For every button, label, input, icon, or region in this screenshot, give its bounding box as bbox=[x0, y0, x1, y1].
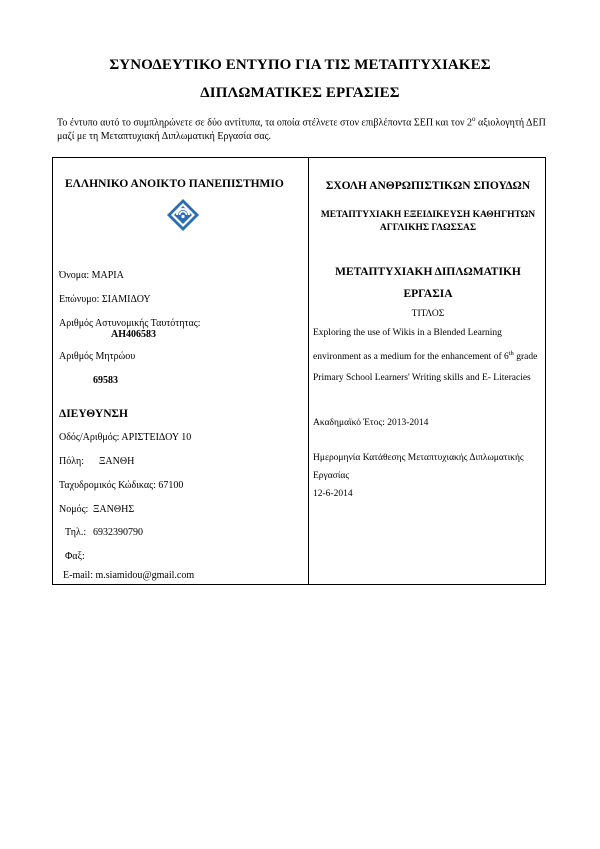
fax-label: Φαξ: bbox=[65, 551, 85, 562]
eap-logo-icon bbox=[166, 198, 200, 232]
surname-field: Επώνυμο: ΣΙΑΜΙΔΟΥ bbox=[59, 294, 151, 305]
intro-text bbox=[57, 112, 547, 144]
city-label: Πόλη: bbox=[59, 456, 84, 467]
postal-code-field: Ταχυδρομικός Κώδικας: 67100 bbox=[59, 480, 184, 491]
prefecture-value: ΞΑΝΘΗΣ bbox=[93, 504, 135, 515]
street-field: Οδός/Αριθμός: ΑΡΙΣΤΕΙΔΟΥ 10 bbox=[59, 432, 192, 443]
thesis-title-line2-text: environment as a medium for the enhancement of 6 bbox=[313, 352, 509, 363]
registry-label: Αριθμός Μητρώου bbox=[59, 351, 136, 362]
school-name: ΣΧΟΛΗ ΑΝΘΡΩΠΙΣΤΙΚΩΝ ΣΠΟΥΔΩΝ bbox=[325, 180, 531, 192]
thesis-title-line2-end: grade bbox=[513, 352, 538, 363]
document-title-line2: ΔΙΠΛΩΜΑΤΙΚΕΣ ΕΡΓΑΣΙΕΣ bbox=[200, 85, 400, 101]
intro-text-part1: Το έντυπο αυτό το συμπληρώνετε σε δύο αντίτυπα, τα οποία στέλνετε στον επιβλέποντα ΣΕΠ και τον 2 bbox=[57, 117, 472, 129]
registry-value: 69583 bbox=[93, 375, 118, 386]
university-name: ΕΛΛΗΝΙΚΟ ΑΝΟΙΚΤΟ ΠΑΝΕΠΙΣΤΗΜΙΟ bbox=[65, 178, 284, 190]
column-divider bbox=[308, 158, 309, 584]
prefecture-label: Νομός: bbox=[59, 504, 89, 515]
thesis-title-line3: Primary School Learners' Writing skills and E- Literacies bbox=[313, 373, 531, 383]
thesis-heading-line1: ΜΕΤΑΠΤΥΧΙΑΚΗ ΔΙΠΛΩΜΑΤΙΚΗ bbox=[335, 266, 521, 278]
document-title-line1: ΣΥΝΟΔΕΥΤΙΚΟ ΕΝΤΥΠΟ ΓΙΑ ΤΙΣ ΜΕΤΑΠΤΥΧΙΑΚΕΣ bbox=[109, 57, 491, 73]
program-line2: ΑΓΓΛΙΚΗΣ ΓΛΩΣΣΑΣ bbox=[379, 223, 477, 233]
academic-year: Ακαδημαϊκό Έτος: 2013-2014 bbox=[313, 418, 429, 428]
form-table bbox=[52, 157, 546, 585]
submission-label-line2: Εργασίας bbox=[313, 471, 350, 481]
intro-text-part2: αξιολογητή ΔΕΠ μαζί με τη Μεταπτυχιακή Διπλωματική Εργασία σας. bbox=[57, 117, 546, 143]
thesis-title-superscript: th bbox=[508, 350, 514, 357]
title-label: ΤΙΤΛΟΣ bbox=[411, 309, 445, 319]
phone-value: 6932390790 bbox=[93, 527, 143, 538]
name-field: Όνομα: ΜΑΡΙΑ bbox=[59, 270, 124, 281]
thesis-title-line1: Exploring the use of Wikis in a Blended Learning bbox=[313, 328, 502, 338]
address-heading: ΔΙΕΥΘΥΝΣΗ bbox=[59, 408, 128, 420]
city-value: ΞΑΝΘΗ bbox=[99, 456, 135, 467]
id-label: Αριθμός Αστυνομικής Ταυτότητας: bbox=[59, 318, 201, 329]
intro-superscript: ο bbox=[471, 115, 476, 123]
submission-label-line1: Ημερομηνία Κατάθεσης Μεταπτυχιακής Διπλωματικής bbox=[313, 453, 524, 463]
email-field: E-mail: m.siamidou@gmail.com bbox=[63, 570, 195, 581]
thesis-title-line2 bbox=[313, 350, 537, 362]
program-line1: ΜΕΤΑΠΤΥΧΙΑΚΗ ΕΞΕΙΔΙΚΕΥΣΗ ΚΑΘΗΓΗΤΩΝ bbox=[320, 210, 536, 220]
id-value: ΑΗ406583 bbox=[111, 329, 156, 340]
phone-label: Τηλ.: bbox=[65, 527, 87, 538]
thesis-heading-line2: ΕΡΓΑΣΙΑ bbox=[403, 288, 453, 300]
submission-date: 12-6-2014 bbox=[313, 489, 353, 499]
